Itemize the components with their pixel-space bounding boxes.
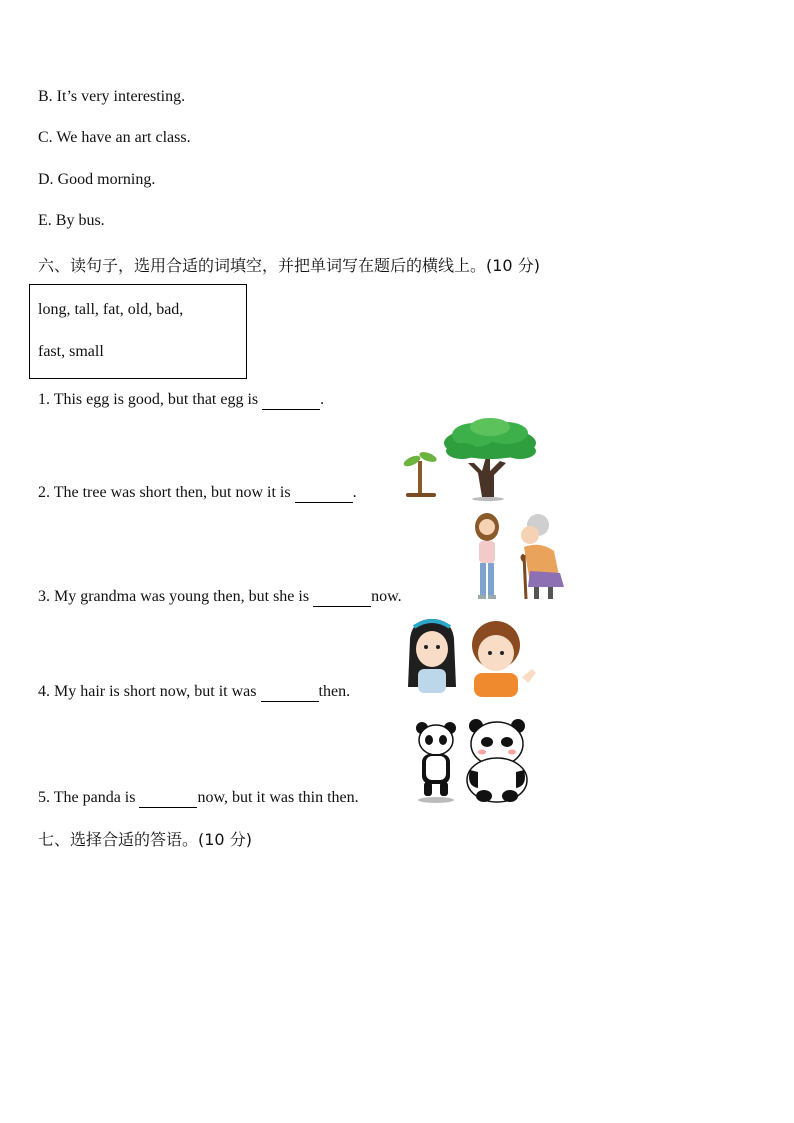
big-tree-icon	[444, 418, 536, 501]
word-bank	[29, 284, 247, 379]
question-4: 4. My hair is short now, but it was then.	[38, 683, 351, 700]
question-1: 1. This egg is good, but that egg is .	[38, 391, 325, 408]
word-bank-line-2: fast, small	[38, 343, 104, 360]
long-hair-girl-icon	[408, 619, 456, 693]
two-girls-image	[404, 617, 544, 699]
young-woman-and-grandma-image	[468, 511, 578, 603]
sapling-icon	[402, 450, 438, 497]
answer-blank-3[interactable]	[313, 588, 371, 607]
grandma-icon	[521, 514, 564, 599]
fat-panda-icon	[467, 719, 527, 802]
option-e: E. By bus.	[38, 212, 105, 229]
thin-panda-icon	[416, 722, 456, 803]
word-bank-line-1: long, tall, fat, old, bad,	[38, 301, 184, 318]
section-7-heading: 七、选择合适的答语。(10 分)	[38, 830, 252, 849]
section-6-heading: 六、读句子，选用合适的词填空，并把单词写在题后的横线上。(10 分)	[38, 256, 540, 275]
question-3: 3. My grandma was young then, but she is now.	[38, 588, 402, 605]
question-5: 5. The panda is now, but it was thin then.	[38, 789, 359, 806]
young-woman-icon	[475, 513, 499, 599]
option-c: C. We have an art class.	[38, 129, 191, 146]
option-d: D. Good morning.	[38, 171, 156, 188]
answer-blank-1[interactable]	[262, 391, 320, 410]
answer-blank-4[interactable]	[261, 683, 319, 702]
option-b: B. It’s very interesting.	[38, 88, 186, 105]
question-2: 2. The tree was short then, but now it is .	[38, 484, 357, 501]
two-pandas-image	[412, 716, 534, 804]
short-hair-girl-icon	[472, 621, 536, 697]
sapling-and-tree-image	[402, 417, 542, 501]
answer-blank-2[interactable]	[295, 484, 353, 503]
answer-blank-5[interactable]	[139, 789, 197, 808]
